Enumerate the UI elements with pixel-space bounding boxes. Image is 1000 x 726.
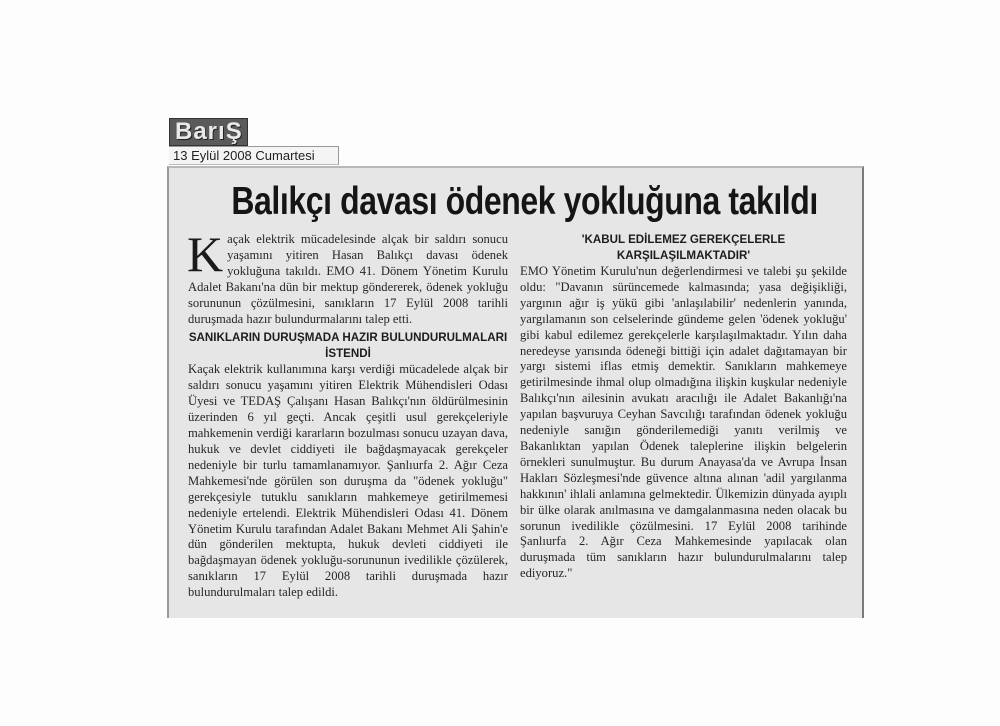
drop-cap: K [187,226,224,282]
newspaper-masthead [169,118,248,146]
lead-paragraph [187,226,508,327]
newspaper-logo: BarıŞ [169,118,248,146]
subheading-1: SANIKLARIN DURUŞMADA HAZIR BULUNDURULMALARI İSTENDİ [188,331,508,360]
article-column-right [520,232,847,582]
news-clipping [167,166,864,618]
article-headline: Balıkçı davası ödenek yokluğuna takıldı [231,180,818,223]
subheading-2: 'KABUL EDİLEMEZ GEREKÇELERLE KARŞILAŞILMAKTADIR' [581,233,786,262]
body-paragraph-2: EMO Yönetim Kurulu'nun değerlendirmesi ve talebi şu şekilde oldu: "Davanın sürüncemede kalmasında; yasa değişikliği, yargının ağır iş yükü gibi 'anlaşılabilir' nedenlerin yanında, yargılamanın son celselerinde gündeme gelen 'ödenek yokluğu' gibi kabul edilemez gerekçelerle karşılaşılmaktadır. Yılın daha neredeyse yarısında ödeneği bittiği için adalet dağıtamayan bir yargı sistemi iflas etmiş demektir. Sanıkların mahkemeye getirilmesinde ihmal olup olmadığına ilişkin kuşkular nedeniyle Balıkçı'nın ailesinin avukatı aracılığı ile Adalet Bakanlığı'na yapılan başvuruya Ceyhan Savcılığı tarafından ödenek yokluğu nedeniyle sanığın gönderilemediği yanıtı verilmiş ve Bakanlıktan yapılan Ödenek taleplerine ilişkin belgelerin örnekleri sunulmuştur. Bu durum Anayasa'da ve Avrupa İnsan Hakları Sözleşmesi'nde güvence altına alınan 'adil yargılanma hakkının' ihlali anlamına gelmektedir. Ülkemizin dünyada ayıplı bir ülke olarak anılmasına ve damgalanmasına neden olacak bu sorunun ivedilikle çözülmesini. 17 Eylül 2008 tarihinde Şanlıurfa 2. Ağır Ceza Mahkemesinde yapılacak olan duruşmada tüm sanıkların hazır bulundurulmalarını talep ediyoruz." [520,264,847,581]
body-paragraph-1: Kaçak elektrik kullanımına karşı verdiği mücadelede alçak bir saldırı sonucu yaşamını yitiren Elektrik Mühendisleri Odası Üyesi ve TEDAŞ Çalışanı Hasan Balıkçı'nın öldürülmesinin üzerinden 6 yıl geçti. Ancak çeşitli usul gerekçeleriyle mahkemenin verdiği kararların bozulması sonucu uzayan dava, hukuk ve devlet ciddiyeti ile bağdaşmayacak gerekçeler nedeniyle bir turlu tamamlanamıyor. Şanlıurfa 2. Ağır Ceza Mahkemesi'nde görülen son duruşma da "ödenek yokluğu" gerekçesiyle tutuklu sanıkların mahkemeye getirilmemesi nedeniyle ertelendi. Elektrik Mühendisleri Odası 41. Dönem Yönetim Kurulu tarafından Adalet Bakanı Mehmet Ali Şahin'e dün gönderilen mektupta, hukuk devleti ciddiyeti ile bağdaşmayan ödenek yokluğu-sorununun ivedilikle çözülerek, sanıkların 17 Eylül 2008 tarihli duruşmada hazır bulundurulmaları talep edildi. [188,362,508,600]
lead-text: açak elektrik mücadelesinde alçak bir saldırı sonucu yaşamını yitiren Hasan Balıkçı davası ödenek yokluğuna takıldı. EMO 41. Dönem Yönetim Kurulu Adalet Bakanı'na dün bir mektup göndererek, ödenek yokluğu sorununun çözülmesini, sanıkların 17 Eylül 2008 tarihli duruşmada hazır bulundurmalarını talep etti. [188,232,508,326]
article-column-left [187,226,508,601]
publication-date: 13 Eylül 2008 Cumartesi [169,146,339,165]
